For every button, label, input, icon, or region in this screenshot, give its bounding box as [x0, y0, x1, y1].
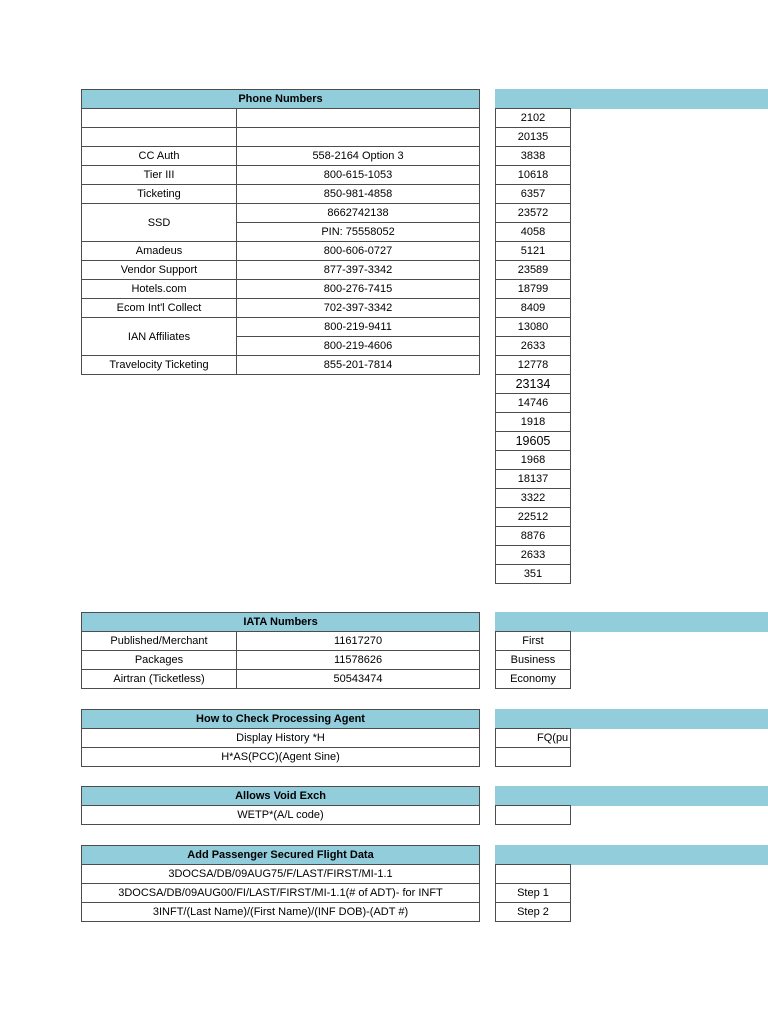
phone-label: Ecom Int'l Collect [82, 299, 237, 318]
code-cell: 19605 [496, 432, 571, 451]
phone-value: 800-276-7415 [237, 280, 480, 299]
fq-cell: FQ(pu [496, 729, 571, 748]
iata-numbers-header: IATA Numbers [82, 613, 480, 632]
codes-header-bar [495, 89, 768, 109]
code-cell: 22512 [496, 508, 571, 527]
table-row [82, 651, 480, 670]
code-cell: 5121 [496, 242, 571, 261]
phone-value: 800-615-1053 [237, 166, 480, 185]
code-cell: 20135 [496, 128, 571, 147]
phone-value: 855-201-7814 [237, 356, 480, 375]
table-row [82, 166, 480, 185]
phone-value: 800-219-9411 [237, 318, 480, 337]
void-exch-table [81, 786, 480, 825]
code-cell: 18799 [496, 280, 571, 299]
code-cell: 4058 [496, 223, 571, 242]
code-cell: 351 [496, 565, 571, 584]
iata-label: Packages [82, 651, 237, 670]
code-cell: 23572 [496, 204, 571, 223]
phone-value [237, 109, 480, 128]
table-row [82, 318, 480, 337]
secure-row: 3DOCSA/DB/09AUG75/F/LAST/FIRST/MI-1.1 [82, 865, 480, 884]
cabins-table [495, 631, 571, 689]
codes-table [495, 108, 571, 584]
table-row [82, 128, 480, 147]
code-cell: 6357 [496, 185, 571, 204]
phone-value: 877-397-3342 [237, 261, 480, 280]
secure-flight-header: Add Passenger Secured Flight Data [82, 846, 480, 865]
table-row [82, 884, 480, 903]
cabin-cell: Economy [496, 670, 571, 689]
phone-label [82, 128, 237, 147]
phone-value [237, 128, 480, 147]
void-right-header-bar [495, 786, 768, 806]
fq-table [495, 728, 571, 767]
phone-numbers-table [81, 89, 480, 375]
void-right-table [495, 805, 571, 825]
phone-label: Ticketing [82, 185, 237, 204]
phone-label: Hotels.com [82, 280, 237, 299]
table-row [82, 670, 480, 689]
code-cell: 23589 [496, 261, 571, 280]
cabin-cell: Business [496, 651, 571, 670]
phone-label: Amadeus [82, 242, 237, 261]
phone-label [82, 109, 237, 128]
code-cell: 1968 [496, 451, 571, 470]
phone-numbers-header: Phone Numbers [82, 90, 480, 109]
table-row [82, 147, 480, 166]
code-cell: 12778 [496, 356, 571, 375]
steps-empty-cell [496, 865, 571, 884]
iata-label: Published/Merchant [82, 632, 237, 651]
table-row [82, 748, 480, 767]
phone-label: CC Auth [82, 147, 237, 166]
table-row [82, 903, 480, 922]
iata-value: 11578626 [237, 651, 480, 670]
fq-empty-cell [496, 748, 571, 767]
processing-row: Display History *H [82, 729, 480, 748]
phone-value: 558-2164 Option 3 [237, 147, 480, 166]
table-row [82, 185, 480, 204]
code-cell: 8876 [496, 527, 571, 546]
table-row [82, 109, 480, 128]
processing-row: H*AS(PCC)(Agent Sine) [82, 748, 480, 767]
phone-label: Vendor Support [82, 261, 237, 280]
code-cell: 3838 [496, 147, 571, 166]
void-right-empty-cell [496, 806, 571, 825]
cabins-header-bar [495, 612, 768, 632]
phone-value: 800-606-0727 [237, 242, 480, 261]
processing-agent-header: How to Check Processing Agent [82, 710, 480, 729]
phone-label: SSD [82, 204, 237, 242]
table-row [82, 242, 480, 261]
code-cell: 13080 [496, 318, 571, 337]
phone-label: IAN Affiliates [82, 318, 237, 356]
cabin-cell: First [496, 632, 571, 651]
table-row [82, 729, 480, 748]
iata-numbers-table [81, 612, 480, 689]
phone-value: 8662742138 [237, 204, 480, 223]
void-exch-header: Allows Void Exch [82, 787, 480, 806]
table-row [82, 356, 480, 375]
table-row [82, 806, 480, 825]
code-cell: 23134 [496, 375, 571, 394]
void-row: WETP*(A/L code) [82, 806, 480, 825]
phone-value: 702-397-3342 [237, 299, 480, 318]
phone-value: 800-219-4606 [237, 337, 480, 356]
steps-table [495, 864, 571, 922]
code-cell: 1918 [496, 413, 571, 432]
code-cell: 14746 [496, 394, 571, 413]
code-cell: 2633 [496, 546, 571, 565]
table-row [82, 299, 480, 318]
code-cell: 2102 [496, 109, 571, 128]
iata-label: Airtran (Ticketless) [82, 670, 237, 689]
iata-value: 11617270 [237, 632, 480, 651]
table-row [82, 261, 480, 280]
code-cell: 3322 [496, 489, 571, 508]
secure-row: 3INFT/(Last Name)/(First Name)/(INF DOB)-(ADT #) [82, 903, 480, 922]
code-cell: 18137 [496, 470, 571, 489]
step-cell: Step 2 [496, 903, 571, 922]
phone-label: Tier III [82, 166, 237, 185]
phone-value: PIN: 75558052 [237, 223, 480, 242]
code-cell: 8409 [496, 299, 571, 318]
code-cell: 2633 [496, 337, 571, 356]
table-row [82, 280, 480, 299]
table-row [82, 632, 480, 651]
secure-row: 3DOCSA/DB/09AUG00/FI/LAST/FIRST/MI-1.1(# of ADT)- for INFT [82, 884, 480, 903]
table-row [82, 204, 480, 223]
phone-label: Travelocity Ticketing [82, 356, 237, 375]
phone-value: 850-981-4858 [237, 185, 480, 204]
steps-header-bar [495, 845, 768, 865]
processing-agent-table [81, 709, 480, 767]
step-cell: Step 1 [496, 884, 571, 903]
iata-value: 50543474 [237, 670, 480, 689]
code-cell: 10618 [496, 166, 571, 185]
table-row [82, 865, 480, 884]
secure-flight-table [81, 845, 480, 922]
fq-header-bar [495, 709, 768, 729]
